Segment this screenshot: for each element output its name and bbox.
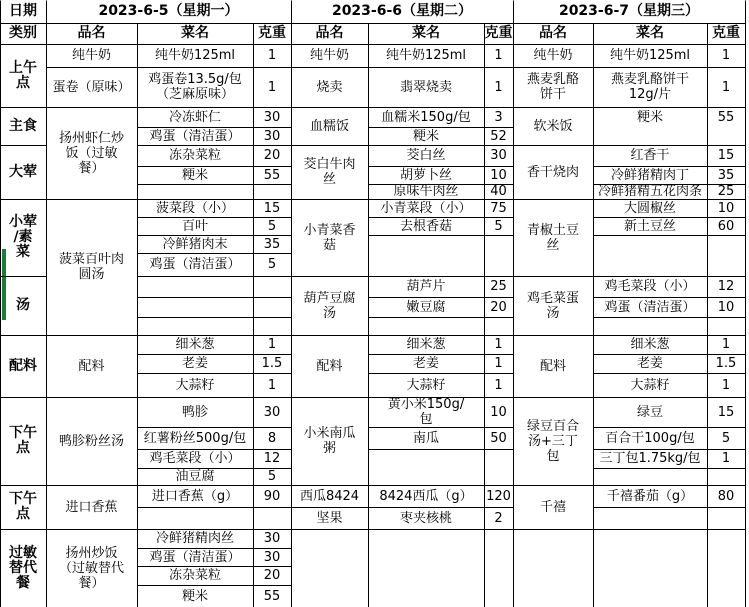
category-afternoon-snack-2[interactable]: 下午 点	[9, 491, 37, 522]
d3-weight[interactable]: 1	[721, 79, 731, 95]
d3-weight[interactable]: 1	[721, 451, 731, 466]
d1-ingredient[interactable]: 粳米	[181, 167, 208, 183]
empty-cell[interactable]	[253, 297, 291, 317]
empty-cell[interactable]	[253, 276, 291, 297]
dish-name[interactable]: 坚果	[316, 510, 343, 526]
d3-ingredient[interactable]: 大圆椒丝	[623, 200, 676, 216]
ingredient-column-header[interactable]: 菜名	[181, 25, 209, 41]
d2-weight[interactable]: 10	[490, 167, 507, 183]
d3-weight[interactable]: 1	[721, 48, 731, 63]
d2-weight[interactable]: 20	[490, 299, 507, 315]
empty-cell[interactable]	[484, 529, 513, 607]
d2-ingredient[interactable]: 去根香菇	[399, 218, 452, 234]
dish-name[interactable]: 纯牛奶	[309, 48, 349, 63]
d2-ingredient[interactable]: 小青菜段（小）	[380, 200, 472, 216]
empty-cell[interactable]	[707, 468, 745, 485]
d3-weight[interactable]: 1	[721, 337, 731, 352]
d1-weight[interactable]: 12	[263, 451, 281, 466]
d1-weight[interactable]: 30	[263, 128, 281, 144]
d2-ingredient[interactable]: 8424西瓜（g）	[379, 488, 473, 504]
d1-ingredient[interactable]: 冷冻虾仁	[168, 109, 221, 125]
d3-weight[interactable]: 55	[717, 109, 735, 125]
date-day3[interactable]: 2023-6-7（星期三）	[558, 3, 700, 19]
d1-ingredient[interactable]: 鸡毛菜段（小）	[149, 451, 241, 466]
d1-weight[interactable]: 30	[263, 109, 281, 125]
d2-ingredient[interactable]: 翡翠烧卖	[399, 79, 452, 95]
d1-ingredient[interactable]: 鸡蛋（清洁蛋）	[149, 549, 241, 565]
dish-name[interactable]: 扬州虾仁炒 饭（过敏 餐）	[58, 130, 124, 176]
d2-weight[interactable]: 75	[490, 200, 507, 216]
dish-name[interactable]: 茭白牛肉 丝	[303, 157, 356, 187]
dish-name[interactable]: 小青菜香 菇	[303, 222, 356, 253]
category-staple[interactable]: 主食	[9, 117, 37, 134]
d1-ingredient[interactable]: 鸡蛋卷13.5g/包 （芝麻原味）	[148, 72, 242, 102]
d1-ingredient[interactable]: 进口香蕉（g）	[151, 488, 239, 504]
d2-ingredient[interactable]: 黄小米150g/ 包	[387, 397, 465, 427]
dish-name[interactable]: 配料	[539, 358, 566, 374]
weight-column-header[interactable]: 克重	[712, 25, 740, 41]
empty-cell[interactable]	[484, 317, 513, 335]
date-header[interactable]: 日期	[9, 3, 37, 19]
dish-name[interactable]: 蛋卷（原味）	[52, 79, 131, 95]
d3-weight[interactable]: 15	[717, 148, 735, 163]
dish-name[interactable]: 菠菜百叶肉 圆汤	[58, 252, 124, 282]
empty-cell[interactable]	[368, 235, 484, 276]
empty-cell[interactable]	[707, 235, 745, 276]
empty-cell[interactable]	[368, 449, 484, 485]
empty-cell[interactable]	[291, 529, 368, 607]
d2-ingredient[interactable]: 葫芦片	[406, 279, 446, 294]
d1-weight[interactable]: 1	[267, 337, 277, 352]
d1-ingredient[interactable]: 粳米	[181, 588, 208, 604]
d1-weight[interactable]: 1	[267, 79, 277, 95]
d1-ingredient[interactable]: 细米葱	[175, 337, 215, 352]
dish-name[interactable]: 配料	[316, 358, 343, 374]
empty-cell[interactable]	[513, 529, 593, 607]
d1-weight[interactable]: 5	[267, 257, 277, 272]
d1-weight[interactable]: 1	[267, 48, 277, 63]
d1-weight[interactable]: 35	[263, 236, 281, 252]
dish-name[interactable]: 纯牛奶	[533, 48, 573, 63]
d1-weight[interactable]: 5	[267, 469, 277, 484]
dish-name[interactable]: 配料	[78, 358, 105, 374]
d1-ingredient[interactable]: 鸡蛋（清洁蛋）	[149, 257, 241, 272]
d2-weight[interactable]: 30	[490, 148, 507, 163]
d3-weight[interactable]: 35	[717, 167, 735, 183]
category-soup[interactable]: 汤	[16, 297, 30, 313]
dish-name[interactable]: 扬州炒饭 （过敏替代 餐）	[58, 545, 124, 591]
d3-weight[interactable]: 1.5	[715, 356, 737, 371]
d1-weight[interactable]: 20	[263, 568, 281, 583]
d3-weight[interactable]: 5	[721, 430, 731, 446]
d1-weight[interactable]: 1	[267, 377, 277, 393]
empty-cell[interactable]	[593, 468, 707, 485]
dish-name[interactable]: 千禧	[539, 499, 566, 515]
d2-weight[interactable]: 5	[494, 218, 503, 234]
dish-name[interactable]: 鸡毛菜蛋 汤	[526, 290, 579, 321]
empty-cell[interactable]	[593, 127, 707, 145]
category-allergy-meal[interactable]: 过敏 替代 餐	[9, 544, 37, 591]
d3-ingredient[interactable]: 鸡蛋（清洁蛋）	[604, 299, 696, 315]
dish-name[interactable]: 西瓜8424	[299, 488, 360, 504]
d2-ingredient[interactable]: 血糯米150g/包	[381, 109, 471, 125]
d1-ingredient[interactable]: 冻杂菜粒	[168, 568, 221, 583]
d1-ingredient[interactable]: 纯牛奶125ml	[154, 48, 236, 63]
d3-weight[interactable]: 12	[717, 279, 735, 294]
d3-ingredient[interactable]: 纯牛奶125ml	[609, 48, 691, 63]
d1-weight[interactable]: 55	[263, 167, 281, 183]
d1-ingredient[interactable]: 鸡蛋（清洁蛋）	[149, 128, 241, 144]
empty-cell[interactable]	[707, 317, 745, 335]
category-afternoon-snack[interactable]: 下午 点	[9, 425, 37, 456]
d2-ingredient[interactable]: 大蒜籽	[406, 377, 446, 393]
empty-cell[interactable]	[253, 317, 291, 335]
d3-weight[interactable]: 80	[717, 488, 735, 504]
dish-name[interactable]: 鸭胗粉丝汤	[58, 433, 124, 449]
d3-weight[interactable]: 25	[717, 184, 735, 199]
dish-name[interactable]: 纯牛奶	[71, 48, 111, 63]
d2-ingredient[interactable]: 粳米	[412, 128, 439, 144]
category-seasoning[interactable]: 配料	[9, 357, 37, 374]
dish-name[interactable]: 葫芦豆腐 汤	[303, 290, 356, 321]
empty-cell[interactable]	[593, 317, 707, 335]
dish-name[interactable]: 绿豆百合 汤+三丁 包	[526, 418, 579, 464]
d3-ingredient[interactable]: 三丁包1.75kg/包	[599, 451, 701, 466]
empty-cell[interactable]	[368, 317, 484, 335]
category-morning-snack[interactable]: 上午 点	[9, 59, 37, 91]
empty-cell[interactable]	[137, 184, 253, 199]
dish-column-header[interactable]: 品名	[77, 25, 106, 41]
d2-ingredient[interactable]: 老姜	[412, 356, 439, 371]
d2-weight[interactable]: 25	[490, 279, 507, 294]
empty-cell[interactable]	[368, 529, 484, 607]
d2-weight[interactable]: 120	[486, 488, 511, 504]
d2-weight[interactable]: 50	[490, 430, 507, 446]
d3-ingredient[interactable]: 红香干	[630, 148, 670, 163]
empty-cell[interactable]	[253, 184, 291, 199]
d1-ingredient[interactable]: 冷鲜猪肉末	[162, 236, 228, 252]
d2-weight[interactable]: 1	[494, 48, 503, 63]
d1-weight[interactable]: 55	[263, 588, 281, 604]
empty-cell[interactable]	[484, 449, 513, 485]
category-meat[interactable]: 大荤	[9, 163, 37, 180]
dish-name[interactable]: 燕麦乳酪 饼干	[526, 72, 579, 102]
d2-ingredient[interactable]: 细米葱	[406, 337, 446, 352]
d3-ingredient[interactable]: 大蒜籽	[630, 377, 670, 393]
d2-weight[interactable]: 1	[494, 79, 503, 95]
date-day2[interactable]: 2023-6-6（星期二）	[331, 3, 473, 19]
d2-weight[interactable]: 1	[494, 356, 503, 371]
d1-weight[interactable]: 30	[263, 549, 281, 565]
dish-name[interactable]: 香干烧肉	[526, 164, 579, 180]
d2-ingredient[interactable]: 茭白丝	[406, 148, 446, 163]
d1-ingredient[interactable]: 冷鲜猪精肉丝	[155, 531, 234, 546]
empty-cell[interactable]	[707, 529, 745, 607]
d2-ingredient[interactable]: 枣夹核桃	[399, 510, 452, 526]
d2-ingredient[interactable]: 原味牛肉丝	[393, 184, 459, 199]
d2-weight[interactable]: 1	[494, 337, 503, 352]
d3-ingredient[interactable]: 老姜	[636, 356, 663, 371]
d1-ingredient[interactable]: 红薯粉丝500g/包	[143, 430, 247, 446]
d3-weight[interactable]: 10	[717, 299, 735, 315]
d2-weight[interactable]: 40	[490, 184, 507, 199]
dish-name[interactable]: 小米南瓜 粥	[303, 426, 356, 456]
d2-weight[interactable]: 10	[490, 404, 507, 420]
category-header[interactable]: 类别	[9, 25, 37, 41]
d2-ingredient[interactable]: 嫩豆腐	[406, 299, 446, 315]
d1-ingredient[interactable]: 菠菜段（小）	[155, 200, 234, 216]
d2-weight[interactable]: 1	[494, 377, 503, 393]
d1-ingredient[interactable]: 老姜	[181, 356, 208, 371]
empty-cell[interactable]	[593, 507, 707, 529]
d1-weight[interactable]: 20	[263, 148, 281, 163]
d3-ingredient[interactable]: 鸡毛菜段（小）	[604, 279, 696, 294]
d1-ingredient[interactable]: 百叶	[181, 218, 208, 234]
d1-ingredient[interactable]: 油豆腐	[175, 469, 215, 484]
dish-name[interactable]: 烧卖	[316, 79, 343, 95]
dish-name[interactable]: 软米饭	[533, 118, 573, 134]
ingredient-column-header[interactable]: 菜名	[412, 25, 440, 41]
d3-ingredient[interactable]: 千禧番茄（g）	[606, 488, 694, 504]
empty-cell[interactable]	[137, 276, 253, 297]
d2-weight[interactable]: 3	[494, 109, 503, 125]
d2-ingredient[interactable]: 南瓜	[412, 430, 439, 446]
d1-weight[interactable]: 90	[263, 488, 281, 504]
d1-weight[interactable]: 5	[267, 218, 277, 234]
empty-cell[interactable]	[137, 507, 253, 529]
empty-cell[interactable]	[137, 317, 253, 335]
dish-column-header[interactable]: 品名	[315, 25, 344, 41]
weight-column-header[interactable]: 克重	[258, 25, 286, 41]
d3-ingredient[interactable]: 绿豆	[636, 404, 663, 420]
d3-ingredient[interactable]: 百合干100g/包	[605, 430, 695, 446]
dish-column-header[interactable]: 品名	[539, 25, 567, 41]
empty-cell[interactable]	[484, 235, 513, 276]
d1-ingredient[interactable]: 冻杂菜粒	[168, 148, 221, 163]
category-side-dish[interactable]: 小荤 /素 菜	[9, 214, 37, 260]
empty-cell[interactable]	[593, 235, 707, 276]
d3-ingredient[interactable]: 燕麦乳酪饼干 12g/片	[610, 72, 689, 102]
empty-cell[interactable]	[707, 127, 745, 145]
empty-cell[interactable]	[707, 507, 745, 529]
d3-ingredient[interactable]: 冷鲜猪精肉丁	[610, 167, 689, 183]
d3-weight[interactable]: 10	[717, 200, 735, 216]
ingredient-column-header[interactable]: 菜名	[636, 25, 664, 41]
d2-weight[interactable]: 52	[490, 128, 507, 144]
d3-weight[interactable]: 60	[717, 218, 735, 234]
d3-ingredient[interactable]: 粳米	[636, 109, 663, 125]
dish-name[interactable]: 血糯饭	[309, 118, 349, 134]
d2-ingredient[interactable]: 纯牛奶125ml	[385, 48, 467, 63]
dish-name[interactable]: 青椒土豆 丝	[526, 222, 579, 253]
d1-ingredient[interactable]: 鸭胗	[181, 404, 208, 420]
d3-ingredient[interactable]: 冷鲜猪精五花肉条	[597, 184, 702, 199]
d1-weight[interactable]: 1.5	[261, 356, 283, 371]
d1-weight[interactable]: 15	[263, 200, 281, 216]
d1-ingredient[interactable]: 大蒜籽	[175, 377, 215, 393]
d2-ingredient[interactable]: 胡萝卜丝	[399, 167, 452, 183]
d3-ingredient[interactable]: 新土豆丝	[623, 218, 676, 234]
date-day1[interactable]: 2023-6-5（星期一）	[98, 3, 239, 19]
empty-cell[interactable]	[253, 507, 291, 529]
dish-name[interactable]: 进口香蕉	[65, 499, 118, 515]
d3-ingredient[interactable]: 细米葱	[630, 337, 670, 352]
d3-weight[interactable]: 15	[717, 404, 735, 420]
empty-cell[interactable]	[137, 297, 253, 317]
d1-weight[interactable]: 8	[267, 430, 277, 446]
empty-cell[interactable]	[593, 529, 707, 607]
d3-weight[interactable]: 1	[721, 377, 731, 393]
d2-weight[interactable]: 2	[494, 510, 503, 526]
d1-weight[interactable]: 30	[263, 404, 281, 420]
d1-weight[interactable]: 30	[263, 531, 281, 546]
weight-column-header[interactable]: 克重	[484, 25, 513, 41]
